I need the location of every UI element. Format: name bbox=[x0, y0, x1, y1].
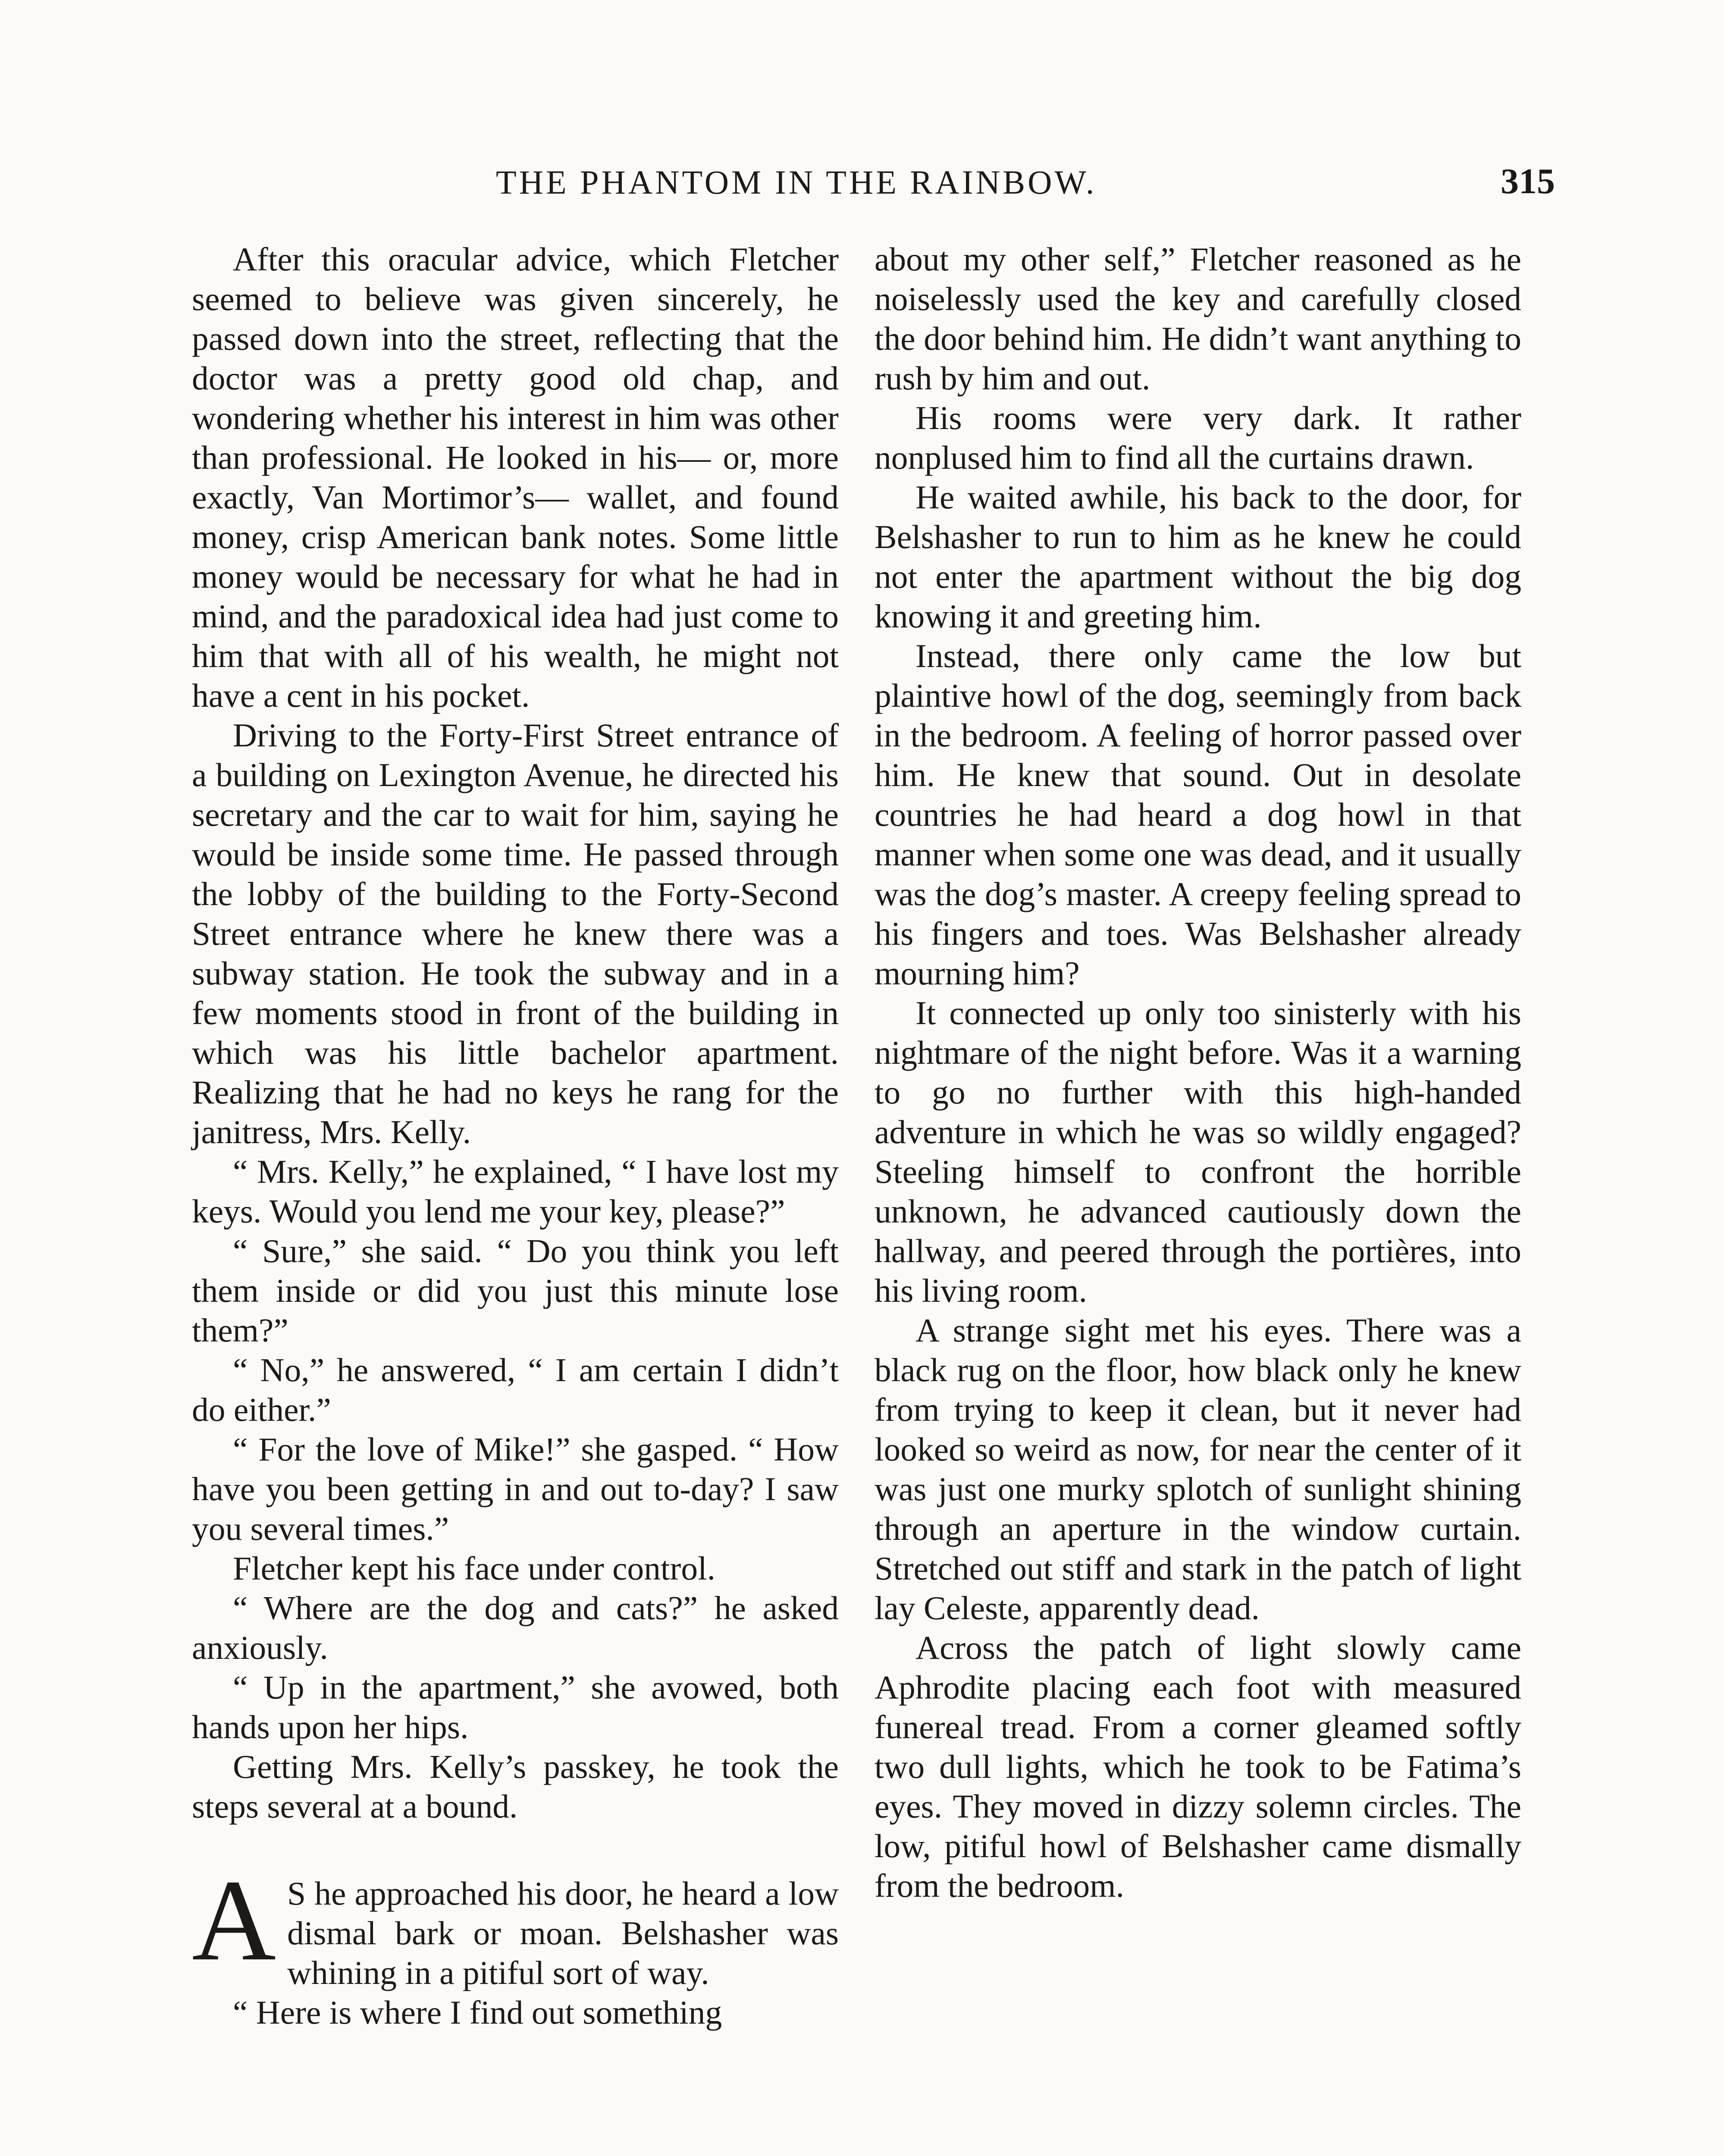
paragraph: “ Up in the apartment,” she avowed, both hands upon her hips. bbox=[192, 1669, 839, 1745]
paragraph: “ Mrs. Kelly,” he explained, “ I have lost my keys. Would you lend me your key, please?” bbox=[192, 1153, 839, 1230]
right-column bbox=[875, 239, 1521, 1905]
section-opening-paragraph bbox=[192, 1856, 839, 1993]
paragraph: Driving to the Forty-First Street entrance of a building on Lexington Avenue, he directed his secretary and the car to wait for him, saying he would be inside some time. He passed through the lobby of the building to the Forty-Second Street entrance where he knew there was a subway station. He took the subway and in a few moments stood in front of the building in which was his little bachelor apartment. Realizing that he had no keys he rang for the janitress, Mrs. Kelly. bbox=[192, 717, 839, 1150]
page-number: 315 bbox=[1501, 161, 1555, 201]
drop-cap: A bbox=[192, 1856, 276, 1985]
paragraph: It connected up only too sinisterly with his nightmare of the night before. Was it a warning to go no further with this high-handed adventure in which he was so wildly engaged? Steeling himself to confront the horrible unknown, he advanced cautiously down the hallway, and peered through the portières, into his living room. bbox=[875, 994, 1521, 1309]
left-column bbox=[192, 239, 839, 2032]
paragraph: Instead, there only came the low but plaintive howl of the dog, seemingly from back in the bedroom. A feeling of horror passed over him. He knew that sound. Out in desolate countries he had heard a dog howl in that manner when some one was dead, and it usually was the dog’s master. A creepy feeling spread to his fingers and toes. Was Belshasher already mourning him? bbox=[875, 637, 1521, 992]
paragraph: “ For the love of Mike!” she gasped. “ How have you been getting in and out to-day? I saw you several times.” bbox=[192, 1431, 839, 1547]
paragraph: Fletcher kept his face under control. bbox=[233, 1550, 716, 1587]
paragraph: He waited awhile, his back to the door, for Belshasher to run to him as he knew he could not enter the apartment without the big dog knowing it and greeting him. bbox=[875, 479, 1521, 635]
section-opening-text: S he approached his door, he heard a low dismal bark or moan. Belshasher was whining in a pitiful sort of way. bbox=[287, 1875, 839, 1991]
paragraph: His rooms were very dark. It rather nonplused him to find all the curtains drawn. bbox=[875, 399, 1521, 476]
paragraph: “ Sure,” she said. “ Do you think you left them inside or did you just this minute lose them?” bbox=[192, 1232, 839, 1349]
paragraph: Across the patch of light slowly came Aphrodite placing each foot with measured funereal tread. From a corner gleamed softly two dull lights, which he took to be Fatima’s eyes. They moved in dizzy solemn circles. The low, pitiful howl of Belshasher came dismally from the bedroom. bbox=[875, 1629, 1521, 1904]
running-title: THE PHANTOM IN THE RAINBOW. bbox=[496, 163, 1097, 201]
paragraph: “ No,” he answered, “ I am certain I didn’t do either.” bbox=[192, 1351, 839, 1428]
paragraph: Getting Mrs. Kelly’s passkey, he took the steps several at a bound. bbox=[192, 1748, 839, 1825]
paragraph: “ Here is where I find out something bbox=[233, 1994, 722, 2031]
paragraph: After this oracular advice, which Fletcher seemed to believe was given sincerely, he passed down into the street, reflecting that the doctor was a pretty good old chap, and wondering whether his interest in him was other than professional. He looked in his— or, more exactly, Van Mortimor’s— wallet, and found money, crisp American bank notes. Some little money would be necessary for what he had in mind, and the paradoxical idea had just come to him that with all of his wealth, he might not have a cent in his pocket. bbox=[192, 241, 839, 714]
paragraph: “ Where are the dog and cats?” he asked anxiously. bbox=[192, 1589, 839, 1666]
paragraph-continued: about my other self,” Fletcher reasoned as he noiselessly used the key and carefully closed the door behind him. He didn’t want anything to rush by him and out. bbox=[875, 241, 1521, 397]
paragraph: A strange sight met his eyes. There was a black rug on the floor, how black only he knew from trying to keep it clean, but it never had looked so weird as now, for near the center of it was just one murky splotch of sunlight shining through an aperture in the window curtain. Stretched out stiff and stark in the patch of light lay Celeste, apparently dead. bbox=[875, 1312, 1521, 1626]
